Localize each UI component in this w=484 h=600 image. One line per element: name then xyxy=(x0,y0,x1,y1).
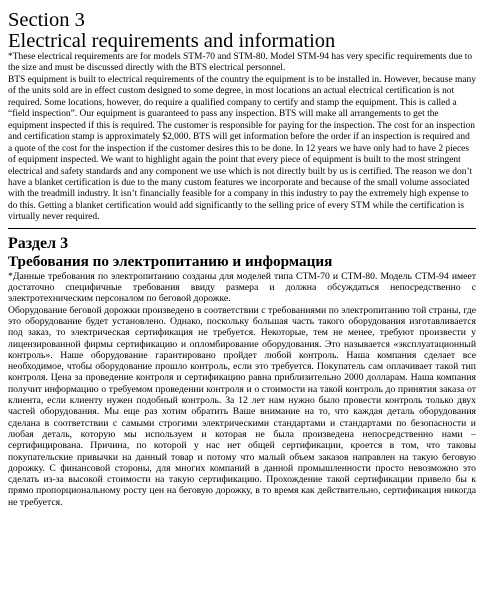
russian-paragraph-main: Оборудование беговой дорожки произведено в соответствии с требованиями по электропитанию той страны, где это оборудование будет установлено. Однако, поскольку большая часть такого оборудования изготавливается под заказ, то электрическая сертификация не требуется. Некоторые, тем не менее, требуют произвести у лицензированной фирмы сертификацию и опломбирование оборудования. Это называется «эксплуатационный контроль». Наше оборудование гарантировано пройдет любой контроль. Наша компания сделает все необходимое, чтобы оборудование прошло контроль, если это требуется. Покупатель сам оплачивает такой тип контроля. Цена за проведение контроля и сертификацию равна приблизительно 2000 долларам. Наша компания получит информацию о требуемом проведении контроля и о стоимости на такой контроль до принятия заказа от клиента, если клиенту нужен подобный контроль. За 12 лет нам нужно было провести контроль только двух частей оборудования. Мы еще раз хотим обратить Ваше внимание на то, что каждая деталь оборудования сделана в соответствии с самыми строгими электрическими стандартами и стандартами по безопасности и любая деталь, которую мы используем и которая не была произведена непосредственно нами – сертифицирована. Причина, по которой у нас нет общей сертификации, кроется в том, что таковы покупательские привычки на данный товар и потому что малый объем заказов направлен на такую беговую дорожку. С финансовой стороны, для многих компаний в данной промышленности просто невозможно это сделать из-за высокой стоимости на такую сертификацию. Прохождение такой сертификации привело бы к прямо пропорциональному росту цен на беговую дорожку, в то время как действительно, сертификация никогда не требуется. xyxy=(8,304,476,508)
english-section-title: Electrical requirements and information xyxy=(8,30,336,52)
russian-section xyxy=(8,235,476,508)
english-body xyxy=(8,52,476,224)
english-paragraph-note: *These electrical requirements are for models STM-70 and STM-80. Model STM-94 has very specific requirements due to the size and must be discussed directly with the BTS electrical personnel. xyxy=(8,52,473,74)
russian-paragraph-note: *Данные требования по электропитанию созданы для моделей типа СТМ-70 и СТМ-80. Модель СТМ-94 имеет достаточно специфичные требования ввиду размера и должна обсуждаться непосредственно с электротехническим персоналом по беговой дорожке. xyxy=(8,270,476,305)
russian-section-heading: Раздел 3 xyxy=(8,234,69,252)
english-paragraph-main: BTS equipment is built to electrical requirements of the country the equipment is to be installed in. However, because many of the units sold are in effect custom designed to some degree, in most locations an actual electrical certification is not required. Some locations, however, do require a qualified company to certify and stamp the equipment. This is called a “field inspection”. Our equipment is guaranteed to pass any inspection. BTS will make all arrangements to get the equipment inspected if this is required. The customer is responsible for paying for the inspection. The cost for an inspection and certification stamp is approximately $2,000. BTS will get information before the order if an inspection is required and a quote of the cost for the inspection if the customer desires this to be done. In 12 years we have only had to have 2 pieces of equipment inspected. We want to highlight again the point that every piece of equipment is built to the most stringent electrical and safety standards and any component we use which is not directly built by us is certified. The reason we don’t have a blanket certification is due to the many custom features we incorporate and because of the small volume associated with the treadmill industry. It isn’t financially feasible for a company in this industry to pay the extremely high expense to do this. Getting a blanket certification would add significantly to the selling price of every STM while the certification is virtually never required. xyxy=(8,74,476,223)
english-section-heading: Section 3 xyxy=(8,9,85,31)
russian-section-title: Требования по электропитанию и информация xyxy=(8,252,333,270)
russian-body xyxy=(8,271,476,508)
english-section xyxy=(8,10,476,224)
section-divider xyxy=(8,228,476,229)
